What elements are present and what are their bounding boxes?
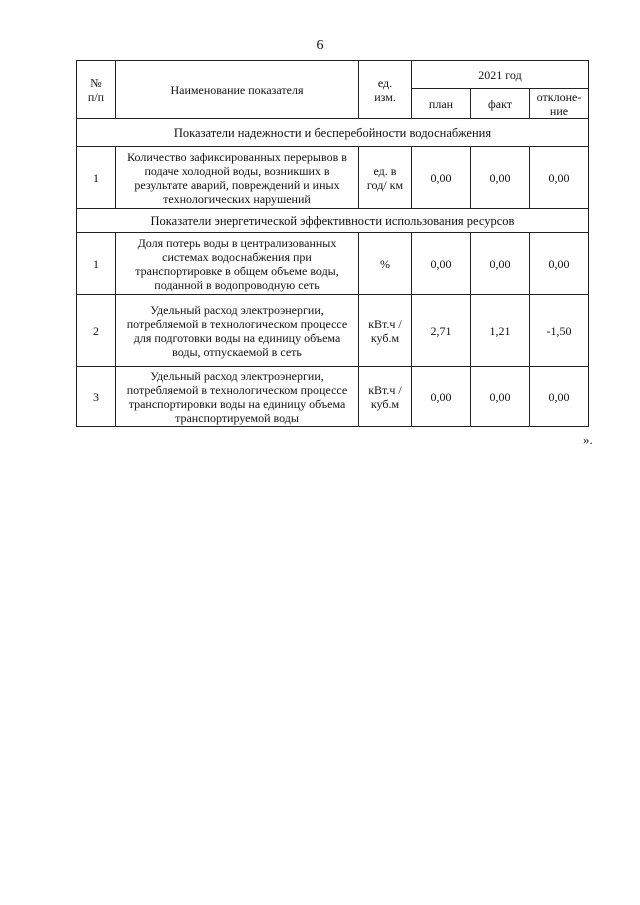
closing-mark: ». [583, 432, 593, 447]
indicator-name: Удельный расход электроэнергии, потребляемой в технологическом процессе транспортировки воды на единицу объема транспортируемой воды [116, 367, 359, 427]
header-plan: план [412, 89, 471, 119]
unit-cell: ед. в год/ км [359, 147, 412, 209]
page-number: 6 [316, 38, 324, 53]
header-year: 2021 год [412, 61, 589, 89]
indicator-name: Удельный расход электроэнергии, потребляемой в технологическом процессе для подготовки воды на единицу объема воды, отпускаемой в сеть [116, 295, 359, 367]
fact-value: 1,21 [471, 295, 530, 367]
row-number: 3 [77, 367, 116, 427]
plan-value: 2,71 [412, 295, 471, 367]
section-title: Показатели энергетической эффективности использования ресурсов [77, 209, 589, 233]
plan-value: 0,00 [412, 367, 471, 427]
fact-value: 0,00 [471, 147, 530, 209]
header-deviation: отклоне- ние [530, 89, 589, 119]
plan-value: 0,00 [412, 233, 471, 295]
fact-value: 0,00 [471, 233, 530, 295]
indicators-table [76, 60, 589, 427]
table-row [77, 233, 589, 295]
row-number: 2 [77, 295, 116, 367]
unit-cell: % [359, 233, 412, 295]
indicator-name: Количество зафиксированных перерывов в подаче холодной воды, возникших в результате аварий, повреждений и иных технологических нарушений [116, 147, 359, 209]
deviation-value: 0,00 [530, 147, 589, 209]
header-fact: факт [471, 89, 530, 119]
row-number: 1 [77, 147, 116, 209]
indicator-name: Доля потерь воды в централизованных системах водоснабжения при транспортировке в общем объеме воды, поданной в водопроводную сеть [116, 233, 359, 295]
unit-cell: кВт.ч / куб.м [359, 295, 412, 367]
header-name: Наименование показателя [116, 61, 359, 119]
header-unit: ед. изм. [359, 61, 412, 119]
fact-value: 0,00 [471, 367, 530, 427]
row-number: 1 [77, 233, 116, 295]
header-num: № п/п [77, 61, 116, 119]
deviation-value: -1,50 [530, 295, 589, 367]
deviation-value: 0,00 [530, 367, 589, 427]
deviation-value: 0,00 [530, 233, 589, 295]
unit-cell: кВт.ч / куб.м [359, 367, 412, 427]
table-row [77, 367, 589, 427]
plan-value: 0,00 [412, 147, 471, 209]
table-row [77, 147, 589, 209]
table-row [77, 295, 589, 367]
section-title: Показатели надежности и бесперебойности водоснабжения [77, 119, 589, 147]
